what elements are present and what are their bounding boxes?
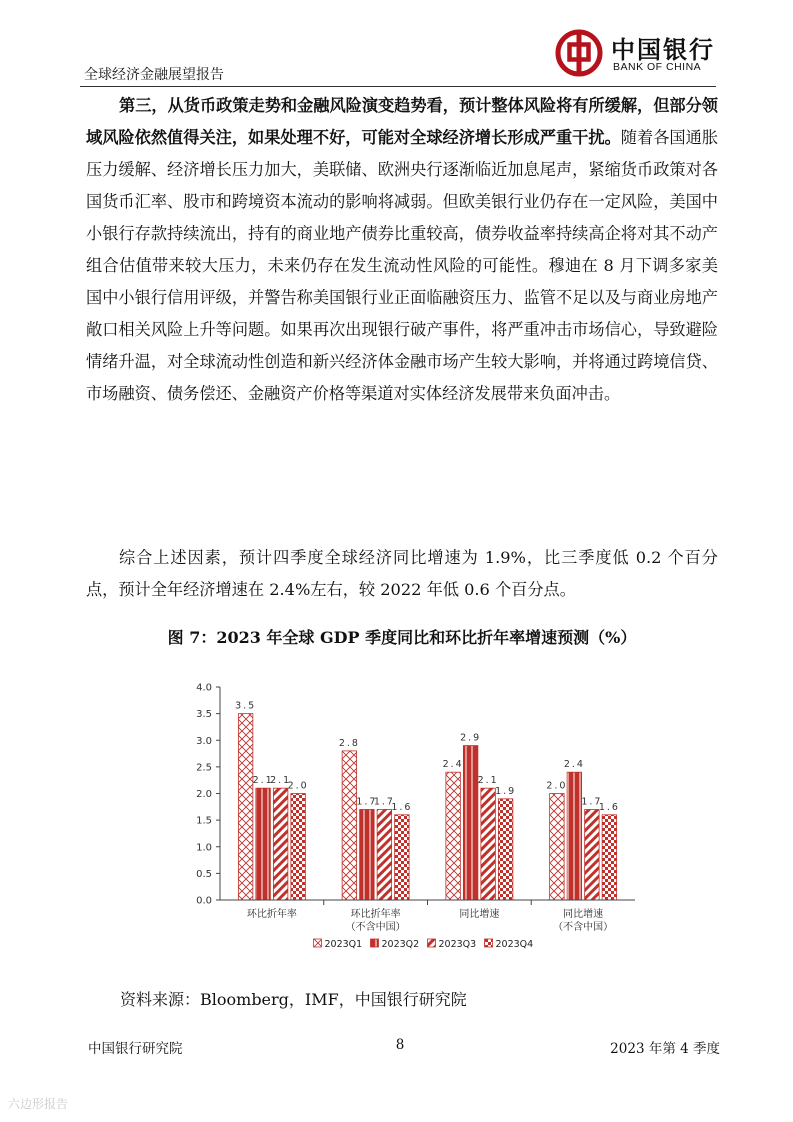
y-tick-label: 2.5	[196, 762, 212, 774]
bar-2023Q4-cat3	[498, 799, 513, 900]
bar-value-label: 2.1	[252, 775, 274, 787]
legend-swatch-2023Q2	[371, 939, 379, 947]
y-tick-label: 0.5	[196, 868, 212, 880]
bar-2023Q3-cat1	[273, 788, 288, 900]
legend-label: 2023Q3	[438, 939, 477, 950]
bar-2023Q3-cat3	[481, 788, 496, 900]
footer-issue: 2023 年第 4 季度	[610, 1041, 720, 1057]
bar-2023Q3-cat4	[585, 809, 600, 900]
paragraph-risk-outlook	[86, 90, 718, 410]
logo-name: 中国银行	[611, 35, 715, 64]
bar-2023Q2-cat1	[256, 788, 271, 900]
legend-swatch-2023Q4	[485, 939, 493, 947]
bar-value-label: 1.9	[495, 785, 517, 797]
page-number: 8	[395, 1037, 405, 1053]
bar-value-label: 1.7	[356, 796, 378, 808]
chart-title: 图 7：2023 年全球 GDP 季度同比和环比折年率增速预测（%）	[167, 628, 637, 647]
x-category-label: 环比折年率	[246, 909, 297, 920]
report-name: 全球经济金融展望报告	[84, 67, 224, 83]
legend-label: 2023Q2	[381, 939, 420, 950]
x-category-label: （不含中国）	[553, 922, 614, 933]
bar-value-label: 2.9	[460, 732, 482, 744]
bar-2023Q1-cat3	[446, 772, 461, 900]
x-category-label: （不含中国）	[345, 922, 406, 933]
watermark: 六边形报告	[8, 1097, 69, 1111]
y-tick-label: 1.5	[196, 815, 212, 827]
paragraph-body: 随着各国通胀压力缓解、经济增长压力加大，美联储、欧洲央行逐渐临近加息尾声，紧缩货币政策对各国货币汇率、股市和跨境资本流动的影响将减弱。但欧美银行业仍存在一定风险，美国中小银行存款持续流出，持有的商业地产债券比重较高，债券收益率持续高企将对其不动产组合估值带来较大压力，未来仍存在发生流动性风险的可能性。穆迪在 8 月下调多家美国中小银行信用评级，并警告称美国银行业正面临融资压力、监管不足以及与商业房地产敞口相关风险上升等问题。如果再次出现银行破产事件，将严重冲击市场信心，导致避险情绪升温，对全球流动性创造和新兴经济体金融市场产生较大影响，并将通过跨境信贷、市场融资、债务偿还、金融资产价格等渠道对实体经济发展带来负面冲击。	[86, 128, 719, 403]
legend-swatch-2023Q1	[314, 939, 322, 947]
paragraph-forecast-summary: 综合上述因素，预计四季度全球经济同比增速为 1.9%，比三季度低 0.2 个百分点，预计全年经济增速在 2.4%左右，较 2022 年低 0.6 个百分点。	[86, 548, 718, 599]
paragraph-lead-sentence: 第三，从货币政策走势和金融风险演变趋势看，预计整体风险将有所缓解，但部分领域风险依然值得关注，如果处理不好，可能对全球经济增长形成严重干扰。	[86, 96, 718, 147]
bar-2023Q4-cat1	[291, 794, 306, 901]
bar-value-label: 2.0	[287, 780, 309, 792]
bar-2023Q2-cat3	[463, 746, 478, 900]
x-category-label: 同比增速	[459, 909, 500, 920]
source-note: 资料来源：Bloomberg，IMF，中国银行研究院	[120, 990, 467, 1009]
bar-2023Q2-cat4	[567, 772, 582, 900]
header-divider	[80, 86, 716, 87]
bar-2023Q4-cat4	[602, 815, 617, 900]
x-category-label: 环比折年率	[350, 909, 401, 920]
y-tick-label: 3.0	[196, 735, 212, 747]
bar-value-label: 2.4	[563, 759, 585, 771]
bar-value-label: 1.6	[391, 801, 413, 813]
y-tick-label: 2.0	[196, 789, 212, 800]
legend-label: 2023Q4	[495, 939, 534, 950]
legend-label: 2023Q1	[324, 939, 363, 950]
bank-logo	[555, 28, 720, 78]
footer-institution: 中国银行研究院	[88, 1041, 183, 1057]
bar-2023Q3-cat2	[377, 809, 392, 900]
legend-swatch-2023Q3	[428, 939, 436, 947]
bar-value-label: 1.7	[373, 796, 395, 808]
y-tick-label: 0.0	[196, 895, 212, 907]
logo-english-name: BANK OF CHINA	[613, 61, 702, 73]
bar-value-label: 3.5	[235, 700, 257, 712]
bar-value-label: 2.4	[442, 759, 464, 771]
bar-2023Q4-cat2	[395, 815, 410, 900]
bank-emblem-icon	[555, 29, 603, 77]
bar-value-label: 1.7	[581, 796, 603, 808]
y-tick-label: 4.0	[196, 682, 212, 694]
bar-value-label: 2.8	[338, 737, 360, 749]
x-category-label: 同比增速	[563, 909, 604, 920]
y-tick-label: 1.0	[196, 842, 212, 854]
bar-value-label: 1.6	[598, 801, 620, 813]
bar-2023Q2-cat2	[360, 809, 375, 900]
y-tick-label: 3.5	[196, 709, 212, 721]
bar-2023Q1-cat2	[342, 751, 357, 900]
bar-value-label: 2.0	[546, 780, 568, 792]
bar-value-label: 2.1	[477, 775, 499, 787]
bar-value-label: 2.1	[270, 775, 292, 787]
bar-2023Q1-cat1	[238, 714, 253, 900]
gdp-growth-chart	[170, 675, 650, 965]
bar-2023Q1-cat4	[550, 794, 565, 901]
